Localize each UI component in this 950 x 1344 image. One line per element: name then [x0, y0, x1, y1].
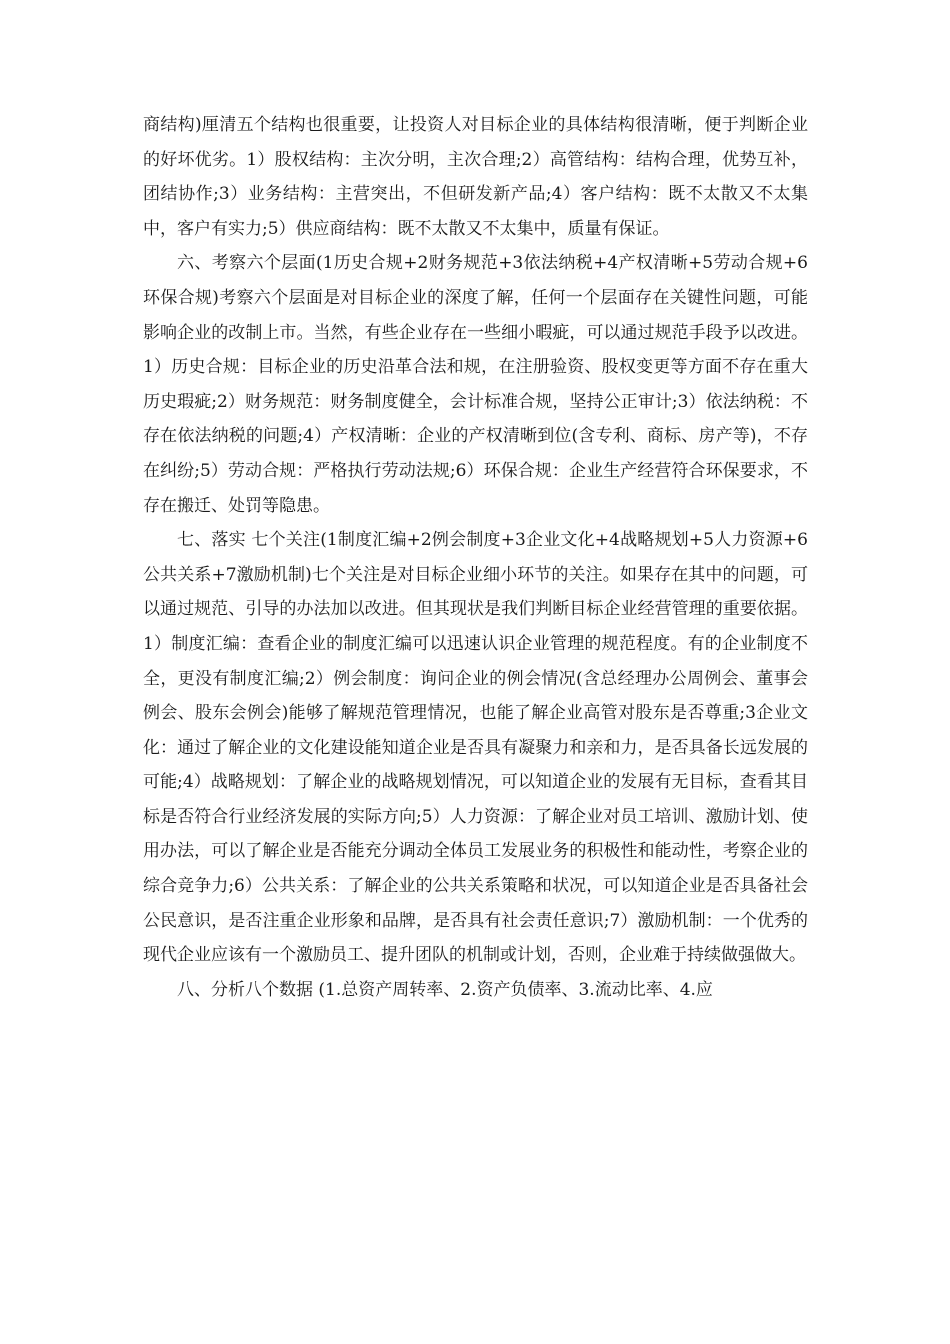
paragraph-six-levels: 六、考察六个层面(1历史合规+2财务规范+3依法纳税+4产权清晰+5劳动合规+6环保合规)考察六个层面是对目标企业的深度了解，任何一个层面存在关键性问题，可能影响企业的改制上市。当然，有些企业存在一些细小暇疵，可以通过规范手段予以改进。1）历史合规：目标企业的历史沿革合法和规，在注册验资、股权变更等方面不存在重大历史瑕疵;2）财务规范：财务制度健全，会计标准合规，坚持公正审计;3）依法纳税：不存在依法纳税的问题;4）产权清晰：企业的产权清晰到位(含专利、商标、房产等)，不存在纠纷;5）劳动合规：严格执行劳动法规;6）环保合规：企业生产经营符合环保要求，不存在搬迁、处罚等隐患。 [143, 253, 808, 516]
paragraph-supplier-structure: 商结构)厘清五个结构也很重要，让投资人对目标企业的具体结构很清晰，便于判断企业的好坏优劣。1）股权结构：主次分明，主次合理;2）高管结构：结构合理，优势互补，团结协作;3）业务结构：主营突出，不但研发新产品;4）客户结构：既不太散又不太集中，客户有实力;5）供应商结构：既不太散又不太集中，质量有保证。 [143, 115, 808, 239]
paragraph-seven-concerns: 七、落实 七个关注(1制度汇编+2例会制度+3企业文化+4战略规划+5人力资源+6公共关系+7激励机制)七个关注是对目标企业细小环节的关注。如果存在其中的问题，可以通过规范、引导的办法加以改进。但其现状是我们判断目标企业经营管理的重要依据。1）制度汇编：查看企业的制度汇编可以迅速认识企业管理的规范程度。有的企业制度不全，更没有制度汇编;2）例会制度：询问企业的例会情况(含总经理办公周例会、董事会例会、股东会例会)能够了解规范管理情况，也能了解企业高管对股东是否尊重;3企业文化：通过了解企业的文化建设能知道企业是否具有凝聚力和亲和力，是否具备长远发展的可能;4）战略规划：了解企业的战略规划情况，可以知道企业的发展有无目标，查看其目标是否符合行业经济发展的实际方向;5）人力资源：了解企业对员工培训、激励计划、使用办法，可以了解企业是否能充分调动全体员工发展业务的积极性和能动性，考察企业的综合竞争力;6）公共关系：了解企业的公共关系策略和状况，可以知道企业是否具备社会公民意识，是否注重企业形象和品牌，是否具有社会责任意识;7）激励机制：一个优秀的现代企业应该有一个激励员工、提升团队的机制或计划，否则，企业难于持续做强做大。 [143, 530, 808, 966]
document-page [143, 108, 808, 1007]
paragraph-eight-data: 八、分析八个数据 (1.总资产周转率、2.资产负债率、3.流动比率、4.应 [177, 979, 713, 1000]
